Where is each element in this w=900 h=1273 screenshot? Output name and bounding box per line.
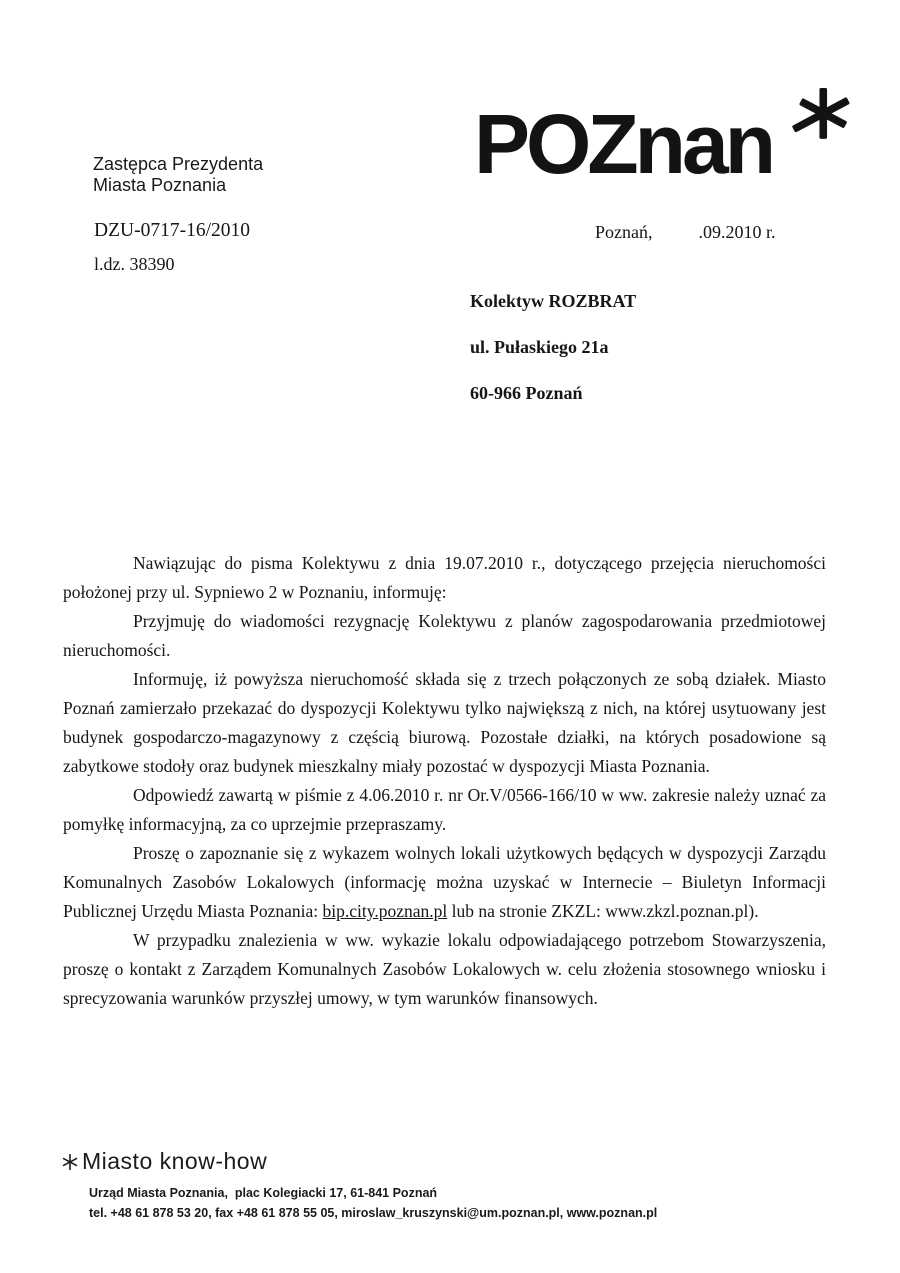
body-paragraph: Nawiązując do pisma Kolektywu z dnia 19.07.2010 r., dotyczącego przejęcia nieruchomości położonej przy ul. Sypniewo 2 w Poznaniu, informuję: (63, 553, 826, 602)
body-paragraph: W przypadku znalezienia w ww. wykazie lokalu odpowiadającego potrzebom Stowarzyszenia, proszę o kontakt z Zarządem Komunalnych Zasobów Lokalowych w. celu złożenia stosownego wniosku i sprecyzowania warunków przyszłej umowy, w tym warunków finansowych. (63, 930, 826, 1008)
poznan-logo: POZnan (474, 97, 773, 191)
poznan-asterisk-icon (791, 84, 855, 150)
footer-contact: tel. +48 61 878 53 20, fax +48 61 878 55 05, miroslaw_kruszynski@um.poznan.pl, www.poznan.pl (89, 1206, 658, 1220)
reference-number: DZU-0717-16/2010 (94, 220, 250, 241)
recipient-name: Kolektyw ROZBRAT (470, 291, 637, 311)
sender-city: Miasta Poznania (93, 175, 227, 195)
sender-block (93, 154, 263, 196)
footer-asterisk-icon (62, 1154, 78, 1170)
body-paragraph (63, 839, 826, 926)
body-paragraph: Odpowiedź zawartą w piśmie z 4.06.2010 r. nr Or.V/0566-166/10 w ww. zakresie należy uznać za pomyłkę informacyjną, za co uprzejmie przepraszamy. (63, 785, 826, 834)
letter-body (63, 549, 826, 1013)
date-place: Poznań, (595, 222, 653, 242)
body-paragraph: Przyjmuję do wiadomości rezygnację Kolektywu z planów zagospodarowania przedmiotowej nieruchomości. (63, 611, 826, 660)
recipient-city: 60-966 Poznań (470, 383, 583, 403)
paragraph-text: lub na stronie ZKZL: www.zkzl.poznan.pl). (447, 901, 759, 921)
sender-title: Zastępca Prezydenta (93, 154, 264, 174)
dateline (595, 221, 776, 243)
date-value: .09.2010 r. (698, 222, 776, 242)
journal-number: l.dz. 38390 (94, 254, 175, 274)
footer-brand (62, 1148, 267, 1174)
footer-slogan: Miasto know-how (82, 1148, 268, 1174)
recipient-street: ul. Pułaskiego 21a (470, 337, 609, 357)
bip-link-text: bip.city.poznan.pl (322, 901, 448, 921)
paragraph-text: Proszę o zapoznanie się z wykazem wolnych lokali użytkowych będących w dyspozycji Zarządu Komunalnych Zasobów Lokalowych (informację można uzyskać w Internecie – Biuletyn Informacji Publicznej Urzędu Miasta Poznania: (63, 843, 826, 921)
body-paragraph: Informuję, iż powyższa nieruchomość składa się z trzech połączonych ze sobą działek. Miasto Poznań zamierzało przekazać do dyspozycji Kolektywu tylko największą z nich, na której usytuowany jest budynek gospodarczo-magazynowy z częścią biurową. Pozostałe działki, na których posadowione są zabytkowe stodoły oraz budynek mieszkalny miały pozostać w dyspozycji Miasta Poznania. (63, 669, 826, 776)
recipient-block (470, 291, 636, 429)
footer-address: Urząd Miasta Poznania, plac Kolegiacki 17, 61-841 Poznań (89, 1186, 438, 1200)
